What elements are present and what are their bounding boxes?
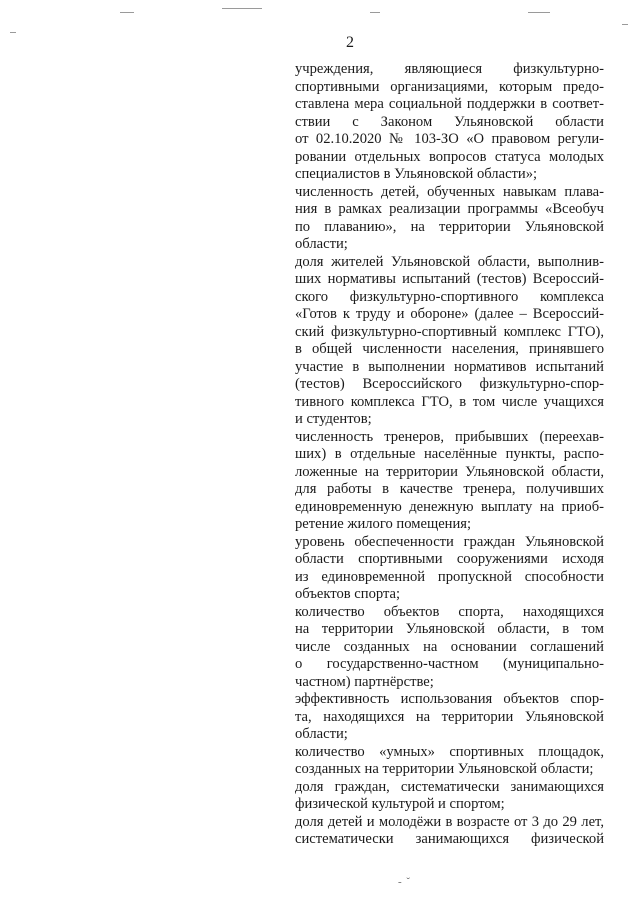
text-line: специалистов в Ульяновской области»; <box>295 166 538 182</box>
paragraph <box>295 814 604 849</box>
text-line: участие в выполнении нормативов испытаний <box>295 358 604 375</box>
text-line: уровень обеспеченности граждан Ульяновской <box>295 533 604 550</box>
text-line: доля жителей Ульяновской области, выполнив- <box>295 253 604 270</box>
text-line: объектов спорта; <box>295 586 401 602</box>
text-line: численность детей, обученных навыкам плава- <box>295 183 604 200</box>
text-line: доля детей и молодёжи в возрасте от 3 до 29 лет, <box>295 813 604 830</box>
paragraph <box>295 779 604 814</box>
paragraph <box>295 534 604 604</box>
text-line: систематически занимающихся физической <box>295 831 604 847</box>
text-line: на территории Ульяновской области, в том <box>295 621 604 637</box>
text-line: частном) партнёрстве; <box>295 673 434 690</box>
text-line: ского физкультурно-спортивного комплекса <box>295 288 604 305</box>
text-line: для работы в качестве тренера, получивших <box>295 481 604 497</box>
text-line: и студентов; <box>295 411 372 427</box>
text-line: количество «умных» спортивных площадок, <box>295 743 604 760</box>
text-line: от 02.10.2020 № 103-ЗО «О правовом регули- <box>295 131 604 147</box>
text-line: физической культурой и спортом; <box>295 796 505 812</box>
paragraph <box>295 604 604 692</box>
paragraph <box>295 744 604 779</box>
text-line: по плаванию», на территории Ульяновской <box>295 218 604 235</box>
text-line: области; <box>295 236 348 252</box>
text-line: «Готов к труду и обороне» (далее – Всероссий- <box>295 306 604 322</box>
paragraph <box>295 61 604 184</box>
text-line: области спортивными сооружениями исходя <box>295 551 604 567</box>
text-line: количество объектов спорта, находящихся <box>295 603 604 620</box>
text-line: единовременную денежную выплату на приоб- <box>295 498 604 515</box>
text-line: ших нормативы испытаний (тестов) Всероссий- <box>295 271 604 287</box>
text-line: учреждения, являющиеся физкультурно- <box>295 61 604 77</box>
text-line: ложенные на территории Ульяновской области, <box>295 463 604 480</box>
text-line: доля граждан, систематически занимающихся <box>295 778 604 795</box>
text-line: (тестов) Всероссийского физкультурно-спор- <box>295 376 604 392</box>
text-line: ших) в отдельные населённые пункты, распо- <box>295 446 604 462</box>
text-line: спортивными организациями, которым предо- <box>295 78 604 95</box>
text-line: о государственно-частном (муниципально- <box>295 656 604 672</box>
text-column <box>295 61 604 849</box>
text-line: ствии с Законом Ульяновской области <box>295 113 604 130</box>
text-line: ровании отдельных вопросов статуса молодых <box>295 148 604 165</box>
text-line: числе созданных на основании соглашений <box>295 638 604 655</box>
page-number: 2 <box>346 34 354 51</box>
text-line: ставлена мера социальной поддержки в соответ- <box>295 96 604 112</box>
text-line: ния в рамках реализации программы «Всеобуч <box>295 201 604 217</box>
text-line: созданных на территории Ульяновской области; <box>295 761 594 777</box>
text-line: ский физкультурно-спортивный комплекс ГТО), <box>295 323 604 340</box>
paragraph <box>295 429 604 534</box>
text-line: тивного комплекса ГТО, в том числе учащихся <box>295 393 604 410</box>
text-line: численность тренеров, прибывших (переехав- <box>295 428 604 445</box>
text-line: области; <box>295 726 348 742</box>
text-line: эффективность использования объектов спор- <box>295 691 604 707</box>
paragraph <box>295 691 604 744</box>
paragraph <box>295 184 604 254</box>
text-line: в общей численности населения, принявшего <box>295 341 604 357</box>
text-line: та, находящихся на территории Ульяновской <box>295 708 604 725</box>
paragraph <box>295 254 604 429</box>
text-line: из единовременной пропускной способности <box>295 568 604 585</box>
scan-mark-bottom: - ˇ <box>398 876 412 888</box>
text-line: ретение жилого помещения; <box>295 516 472 532</box>
